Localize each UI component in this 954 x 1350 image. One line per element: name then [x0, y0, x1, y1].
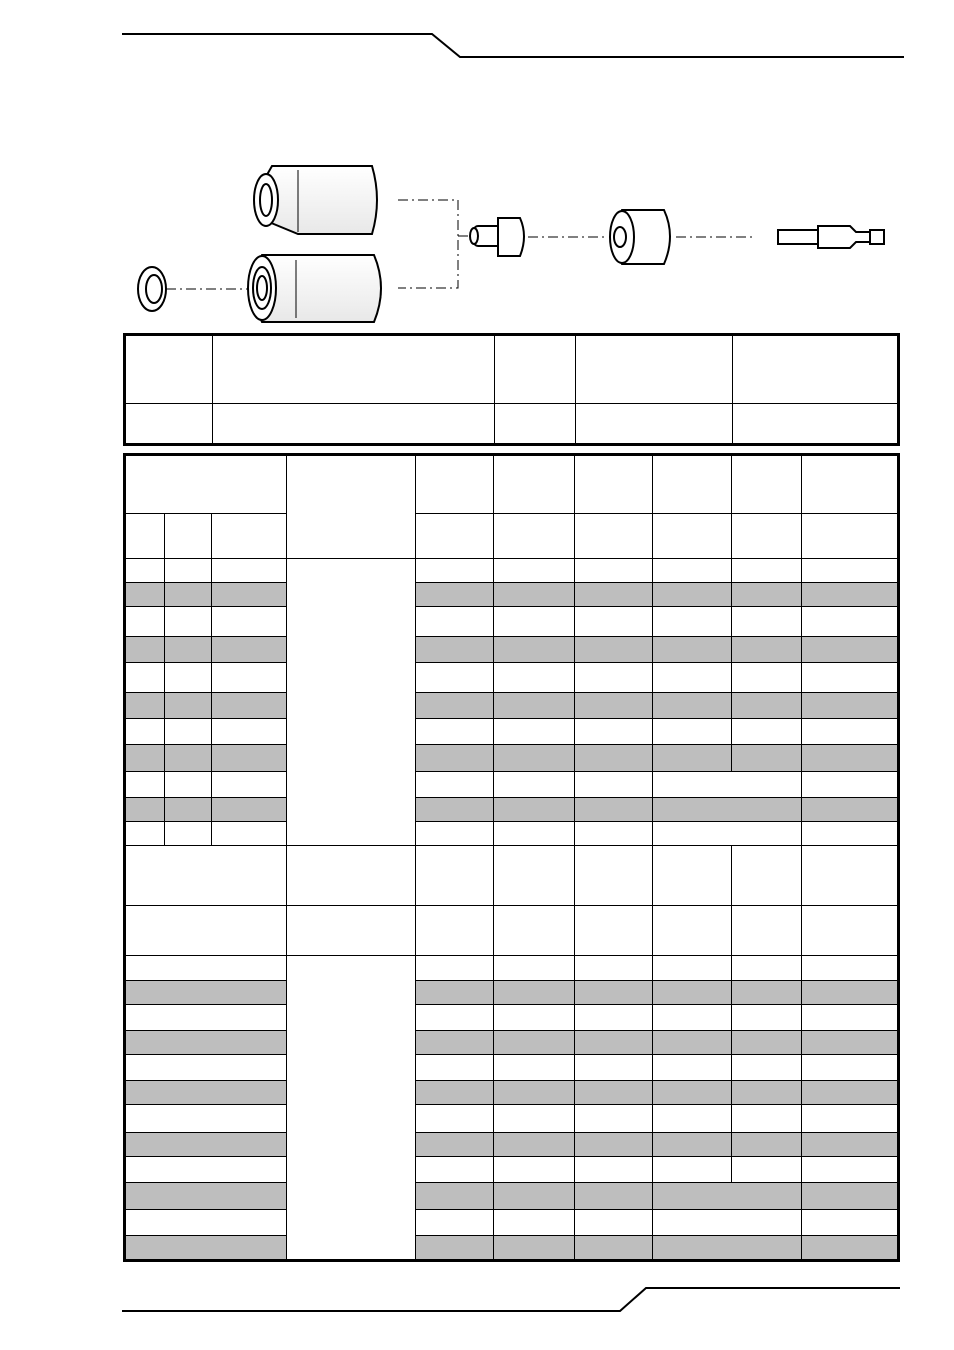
table-cell — [802, 636, 898, 662]
table-cell — [212, 797, 287, 821]
table-cell — [802, 771, 898, 797]
table-cell — [732, 693, 802, 719]
table-cell — [653, 1054, 732, 1080]
header-cell — [575, 456, 653, 514]
table-cell — [653, 693, 732, 719]
table-cell — [575, 1209, 653, 1235]
table-cell — [416, 1209, 494, 1235]
table-cell — [802, 956, 898, 980]
table-cell — [653, 906, 732, 956]
table-cell — [653, 582, 732, 606]
table-cell — [575, 662, 653, 692]
table-cell — [212, 745, 287, 771]
header-cell — [732, 514, 802, 558]
table-cell — [416, 821, 494, 845]
table-cell — [575, 1004, 653, 1030]
table-cell — [416, 719, 494, 745]
table-row — [126, 821, 898, 845]
table-cell — [416, 693, 494, 719]
table-cell — [653, 821, 802, 845]
header-cell — [165, 514, 212, 558]
table-cell — [575, 1105, 653, 1133]
table-row — [126, 606, 898, 636]
shield-cup-icon — [248, 255, 381, 322]
table-cell — [802, 1105, 898, 1133]
table-cell — [575, 693, 653, 719]
table-cell — [653, 1235, 802, 1259]
table-row — [126, 1209, 898, 1235]
table-cell — [653, 1080, 732, 1104]
table-cell — [212, 606, 287, 636]
table-cell — [416, 662, 494, 692]
table-cell — [416, 636, 494, 662]
table-cell — [416, 558, 494, 582]
table-cell — [575, 1183, 653, 1209]
table-cell — [575, 1235, 653, 1259]
table-cell — [212, 636, 287, 662]
table-cell — [575, 980, 653, 1004]
table-cell — [494, 1080, 575, 1104]
table-cell — [416, 745, 494, 771]
table-cell — [802, 693, 898, 719]
table-row — [126, 582, 898, 606]
table-cell — [126, 1235, 287, 1259]
table-cell — [802, 1183, 898, 1209]
table-cell — [575, 821, 653, 845]
ring-icon — [138, 267, 166, 311]
table-cell — [212, 662, 287, 692]
table-cell — [126, 1054, 287, 1080]
table-row — [126, 745, 898, 771]
table-cell — [494, 662, 575, 692]
table-cell — [802, 745, 898, 771]
table-cell — [494, 980, 575, 1004]
shield-cup-icon — [254, 166, 377, 234]
table-cell — [802, 1235, 898, 1259]
electrode-icon — [778, 226, 884, 248]
table-cell — [126, 662, 165, 692]
table-cell — [732, 1133, 802, 1157]
table-cell — [416, 906, 494, 956]
table-cell — [494, 582, 575, 606]
table-row — [126, 1133, 898, 1157]
table-cell — [494, 693, 575, 719]
table-cell — [802, 719, 898, 745]
table-cell — [653, 1183, 802, 1209]
top-header-cell — [213, 336, 495, 404]
table-cell — [212, 582, 287, 606]
table-cell — [802, 980, 898, 1004]
table-cell — [802, 1080, 898, 1104]
table-cell — [802, 906, 898, 956]
table-cell — [416, 1157, 494, 1183]
table-cell — [732, 719, 802, 745]
table-cell — [802, 558, 898, 582]
table-cell — [802, 662, 898, 692]
table-cell — [653, 1105, 732, 1133]
table-cell — [802, 1157, 898, 1183]
top-data-cell — [213, 404, 495, 444]
merged-cell — [287, 956, 416, 1260]
table-cell — [165, 771, 212, 797]
top-data-cell — [495, 404, 576, 444]
table-cell — [494, 719, 575, 745]
table-cell — [494, 1030, 575, 1054]
table-cell — [575, 582, 653, 606]
table-row — [126, 636, 898, 662]
table-cell — [494, 1133, 575, 1157]
top-header-cell — [576, 336, 733, 404]
table-cell — [494, 906, 575, 956]
top-header-cell — [733, 336, 898, 404]
table-cell — [802, 1054, 898, 1080]
table-cell — [732, 558, 802, 582]
table-cell — [416, 1004, 494, 1030]
table-cell — [126, 821, 165, 845]
table-cell — [126, 582, 165, 606]
table-cell — [416, 1054, 494, 1080]
table-cell — [165, 606, 212, 636]
table-cell — [494, 1235, 575, 1259]
table-cell — [494, 845, 575, 905]
table-cell — [653, 1209, 802, 1235]
table-cell — [126, 1004, 287, 1030]
table-cell — [653, 1030, 732, 1054]
header-cell — [126, 514, 165, 558]
table-cell — [494, 558, 575, 582]
table-cell — [802, 606, 898, 636]
table-cell — [416, 1235, 494, 1259]
table-cell — [416, 1133, 494, 1157]
table-cell — [802, 797, 898, 821]
table-cell — [416, 606, 494, 636]
table-row — [126, 1183, 898, 1209]
table-cell — [653, 558, 732, 582]
table-cell — [575, 771, 653, 797]
header-cell — [494, 514, 575, 558]
table-row — [126, 693, 898, 719]
table-cell — [802, 821, 898, 845]
table-cell — [126, 956, 287, 980]
header-cell — [287, 906, 416, 956]
table-cell — [165, 719, 212, 745]
table-cell — [653, 719, 732, 745]
table-cell — [126, 1030, 287, 1054]
table-cell — [416, 582, 494, 606]
table-row — [126, 662, 898, 692]
table-cell — [494, 1183, 575, 1209]
table-cell — [802, 1004, 898, 1030]
table-cell — [126, 1157, 287, 1183]
table-cell — [575, 606, 653, 636]
table-cell — [575, 1054, 653, 1080]
table-cell — [653, 1133, 732, 1157]
top-table — [125, 335, 898, 444]
table-cell — [126, 719, 165, 745]
table-cell — [802, 1030, 898, 1054]
table-cell — [653, 845, 732, 905]
table-cell — [165, 693, 212, 719]
table-row — [126, 1105, 898, 1133]
table-cell — [732, 1080, 802, 1104]
table-cell — [212, 719, 287, 745]
top-data-cell — [126, 404, 213, 444]
table-cell — [575, 845, 653, 905]
table-cell — [732, 906, 802, 956]
table-cell — [653, 797, 802, 821]
table-cell — [494, 956, 575, 980]
table-cell — [732, 980, 802, 1004]
table-cell — [416, 1030, 494, 1054]
table-cell — [212, 771, 287, 797]
table-cell — [494, 606, 575, 636]
table-cell — [653, 956, 732, 980]
table-cell — [732, 845, 802, 905]
table-cell — [494, 797, 575, 821]
table-cell — [575, 636, 653, 662]
table-cell — [732, 1030, 802, 1054]
table-cell — [494, 1209, 575, 1235]
table-cell — [212, 558, 287, 582]
table-cell — [416, 1080, 494, 1104]
table-cell — [575, 558, 653, 582]
header-cell — [802, 514, 898, 558]
header-cell — [653, 514, 732, 558]
table-cell — [575, 1157, 653, 1183]
table-row — [126, 956, 898, 980]
table-cell — [732, 956, 802, 980]
header-cell — [416, 456, 494, 514]
header-cell — [212, 514, 287, 558]
table-row — [126, 771, 898, 797]
header-cell — [126, 906, 287, 956]
header-cell — [287, 456, 416, 559]
table-cell — [416, 956, 494, 980]
table-cell — [126, 558, 165, 582]
table-cell — [732, 1004, 802, 1030]
table-cell — [575, 906, 653, 956]
table-row — [126, 1235, 898, 1259]
table-cell — [653, 771, 802, 797]
top-data-cell — [733, 404, 898, 444]
table-cell — [575, 1133, 653, 1157]
table-cell — [416, 980, 494, 1004]
table-cell — [494, 1004, 575, 1030]
table-cell — [802, 1209, 898, 1235]
table-cell — [653, 636, 732, 662]
table-cell — [732, 745, 802, 771]
table-cell — [416, 1183, 494, 1209]
table-cell — [126, 1080, 287, 1104]
table-cell — [126, 693, 165, 719]
top-header-cell — [126, 336, 213, 404]
table-cell — [494, 745, 575, 771]
table-cell — [653, 606, 732, 636]
table-cell — [494, 821, 575, 845]
table-row — [126, 1157, 898, 1183]
table-cell — [126, 771, 165, 797]
header-cell — [287, 845, 416, 905]
top-data-cell — [576, 404, 733, 444]
table-cell — [732, 582, 802, 606]
header-cell — [802, 456, 898, 514]
table-cell — [732, 662, 802, 692]
table-cell — [732, 1105, 802, 1133]
table-cell — [653, 662, 732, 692]
table-row — [126, 1004, 898, 1030]
top-header-cell — [495, 336, 576, 404]
merged-cell — [287, 558, 416, 845]
table-cell — [494, 1054, 575, 1080]
header-cell — [126, 845, 287, 905]
table-cell — [802, 845, 898, 905]
table-row — [126, 797, 898, 821]
header-cell — [494, 456, 575, 514]
table-cell — [494, 1157, 575, 1183]
header-cell — [732, 456, 802, 514]
table-row — [126, 558, 898, 582]
table-cell — [732, 636, 802, 662]
header-cell — [416, 514, 494, 558]
table-cell — [126, 980, 287, 1004]
table-cell — [802, 1133, 898, 1157]
table-cell — [165, 662, 212, 692]
table-cell — [653, 980, 732, 1004]
header-cell — [653, 456, 732, 514]
table-cell — [494, 1105, 575, 1133]
table-cell — [653, 1004, 732, 1030]
table-row — [126, 719, 898, 745]
table-cell — [212, 693, 287, 719]
table-cell — [494, 771, 575, 797]
table-cell — [165, 745, 212, 771]
table-row — [126, 980, 898, 1004]
table-cell — [575, 797, 653, 821]
table-cell — [653, 1157, 732, 1183]
parts-illustration — [0, 0, 954, 330]
table-cell — [126, 1183, 287, 1209]
cartridge-icon — [610, 210, 670, 264]
header-cell — [126, 456, 287, 514]
table-row — [126, 1080, 898, 1104]
table-cell — [575, 719, 653, 745]
table-cell — [732, 1157, 802, 1183]
header-cell — [575, 514, 653, 558]
table-row — [126, 1054, 898, 1080]
table-cell — [212, 821, 287, 845]
table-cell — [416, 771, 494, 797]
table-cell — [575, 1080, 653, 1104]
table-cell — [126, 606, 165, 636]
table-cell — [165, 558, 212, 582]
table-cell — [126, 745, 165, 771]
table-cell — [494, 636, 575, 662]
table-cell — [416, 1105, 494, 1133]
tip-icon — [470, 218, 524, 256]
table-cell — [802, 582, 898, 606]
table-cell — [416, 797, 494, 821]
table-cell — [126, 1209, 287, 1235]
main-table — [125, 455, 898, 1260]
table-cell — [416, 845, 494, 905]
table-cell — [126, 797, 165, 821]
table-cell — [732, 606, 802, 636]
table-cell — [126, 636, 165, 662]
table-cell — [126, 1105, 287, 1133]
table-cell — [165, 797, 212, 821]
table-cell — [165, 636, 212, 662]
table-cell — [165, 821, 212, 845]
table-cell — [165, 582, 212, 606]
table-cell — [575, 956, 653, 980]
table-cell — [653, 745, 732, 771]
table-cell — [575, 1030, 653, 1054]
table-cell — [575, 745, 653, 771]
table-cell — [732, 1054, 802, 1080]
table-row — [126, 1030, 898, 1054]
table-cell — [126, 1133, 287, 1157]
